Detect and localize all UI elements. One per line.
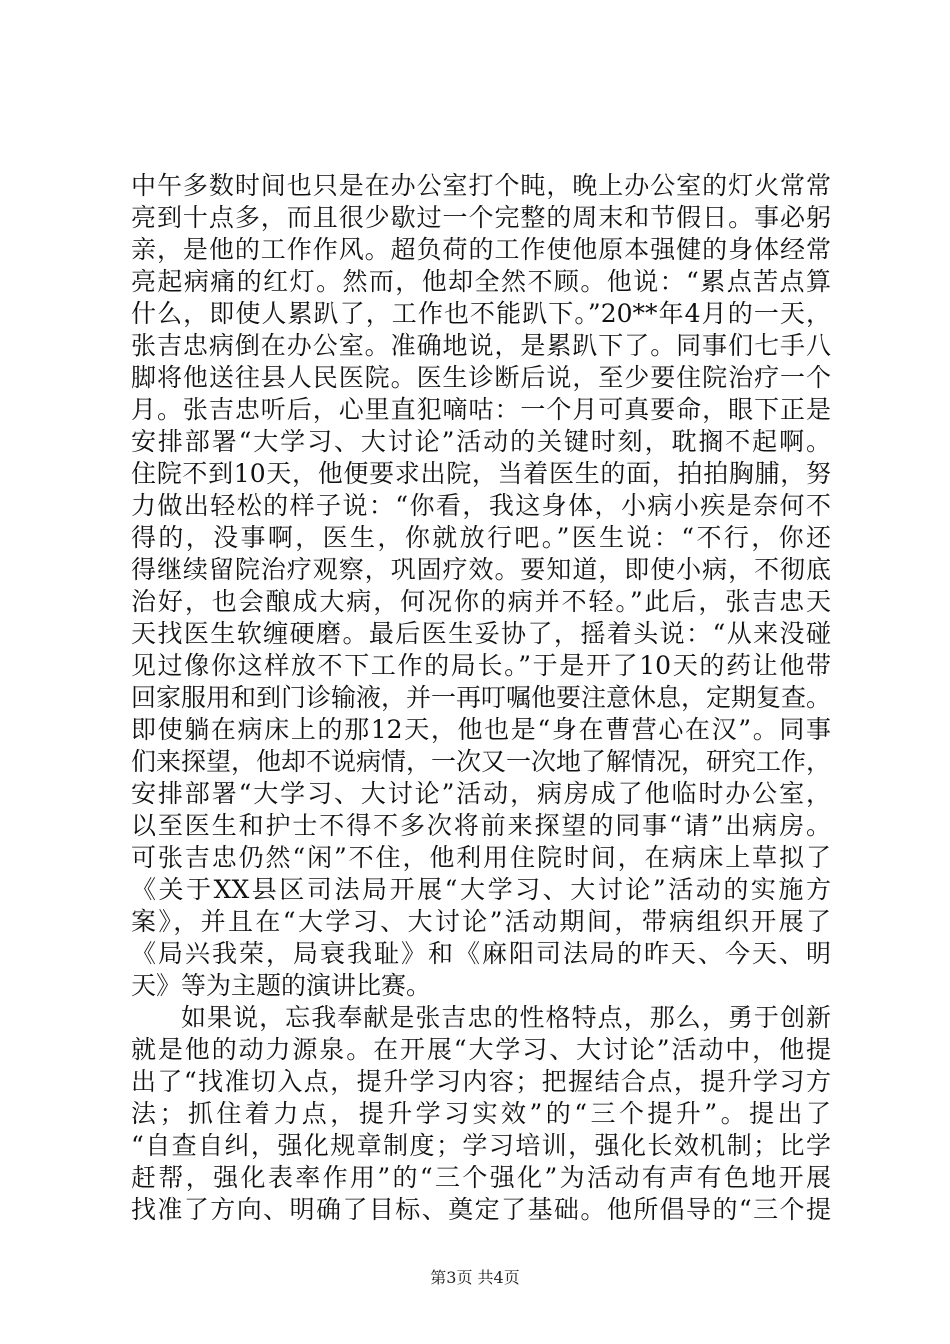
- text-line: 天》等为主题的演讲比赛。: [131, 971, 432, 1000]
- text-line: 亮到十点多，而且很少歇过一个完整的周末和节假日。事必躬: [131, 203, 831, 232]
- text-line: 中午多数时间也只是在办公室打个盹，晚上办公室的灯火常常: [131, 171, 831, 200]
- text-line: 亮起病痛的红灯。然而，他却全然不顾。他说：“累点苦点算: [131, 267, 831, 296]
- text-line: 可张吉忠仍然“闲”不住，他利用住院时间，在病床上草拟了: [131, 843, 831, 872]
- text-line: 们来探望，他却不说病情，一次又一次地了解情况，研究工作，: [131, 747, 832, 776]
- text-line: 法；抓住着力点，提升学习实效”的“三个提升”。提出了: [131, 1099, 831, 1128]
- text-line: 找准了方向、明确了目标、奠定了基础。他所倡导的“三个提: [131, 1195, 831, 1224]
- text-line: 回家服用和到门诊输液，并一再叮嘱他要注意休息，定期复查。: [131, 683, 832, 712]
- text-line: 治好，也会酿成大病，何况你的病并不轻。”此后，张吉忠天: [131, 587, 831, 616]
- text-line: 月。张吉忠听后，心里直犯嘀咕：一个月可真要命，眼下正是: [131, 395, 831, 424]
- page-number-footer: 第3页 共4页: [430, 1268, 520, 1287]
- text-line: 安排部署“大学习、大讨论”活动的关键时刻，耽搁不起啊。: [131, 427, 831, 456]
- text-line: 得继续留院治疗观察，巩固疗效。要知道，即使小病，不彻底: [131, 555, 831, 584]
- text-line: 天找医生软缠硬磨。最后医生妥协了，摇着头说：“从来没碰: [131, 619, 831, 648]
- text-line: 《局兴我荣，局衰我耻》和《麻阳司法局的昨天、今天、明: [131, 939, 831, 968]
- text-line: 脚将他送往县人民医院。医生诊断后说，至少要住院治疗一个: [131, 363, 831, 392]
- text-line: 见过像你这样放不下工作的局长。”于是开了10天的药让他带: [131, 651, 831, 680]
- text-line: 张吉忠病倒在办公室。准确地说，是累趴下了。同事们七手八: [131, 331, 831, 360]
- text-line: 赶帮，强化表率作用”的“三个强化”为活动有声有色地开展: [131, 1163, 831, 1192]
- text-line: 即使躺在病床上的那12天，他也是“身在曹营心在汉”。同事: [131, 715, 831, 744]
- text-line: 《关于XX县区司法局开展“大学习、大讨论”活动的实施方: [131, 875, 831, 904]
- text-line: 案》，并且在“大学习、大讨论”活动期间，带病组织开展了: [131, 907, 831, 936]
- text-line: 安排部署“大学习、大讨论”活动，病房成了他临时办公室，: [131, 779, 831, 808]
- paragraph-first-line: 如果说，忘我奉献是张吉忠的性格特点，那么，勇于创新: [181, 1003, 831, 1032]
- text-line: 出了“找准切入点，提升学习内容；把握结合点，提升学习方: [131, 1067, 831, 1096]
- text-line: 以至医生和护士不得不多次将前来探望的同事“请”出病房。: [131, 811, 831, 840]
- text-line: 力做出轻松的样子说：“你看，我这身体，小病小疾是奈何不: [131, 491, 831, 520]
- body-text: [131, 170, 831, 1226]
- text-line: “自查自纠，强化规章制度；学习培训，强化长效机制；比学: [131, 1131, 831, 1160]
- text-line: 得的，没事啊，医生，你就放行吧。”医生说：“不行，你还: [131, 523, 831, 552]
- text-line: 就是他的动力源泉。在开展“大学习、大讨论”活动中，他提: [131, 1035, 831, 1064]
- text-line: 什么，即使人累趴了，工作也不能趴下。”20**年4月的一天，: [131, 299, 831, 328]
- text-line: 亲，是他的工作作风。超负荷的工作使他原本强健的身体经常: [131, 235, 831, 264]
- text-line: 住院不到10天，他便要求出院，当着医生的面，拍拍胸脯，努: [131, 459, 831, 488]
